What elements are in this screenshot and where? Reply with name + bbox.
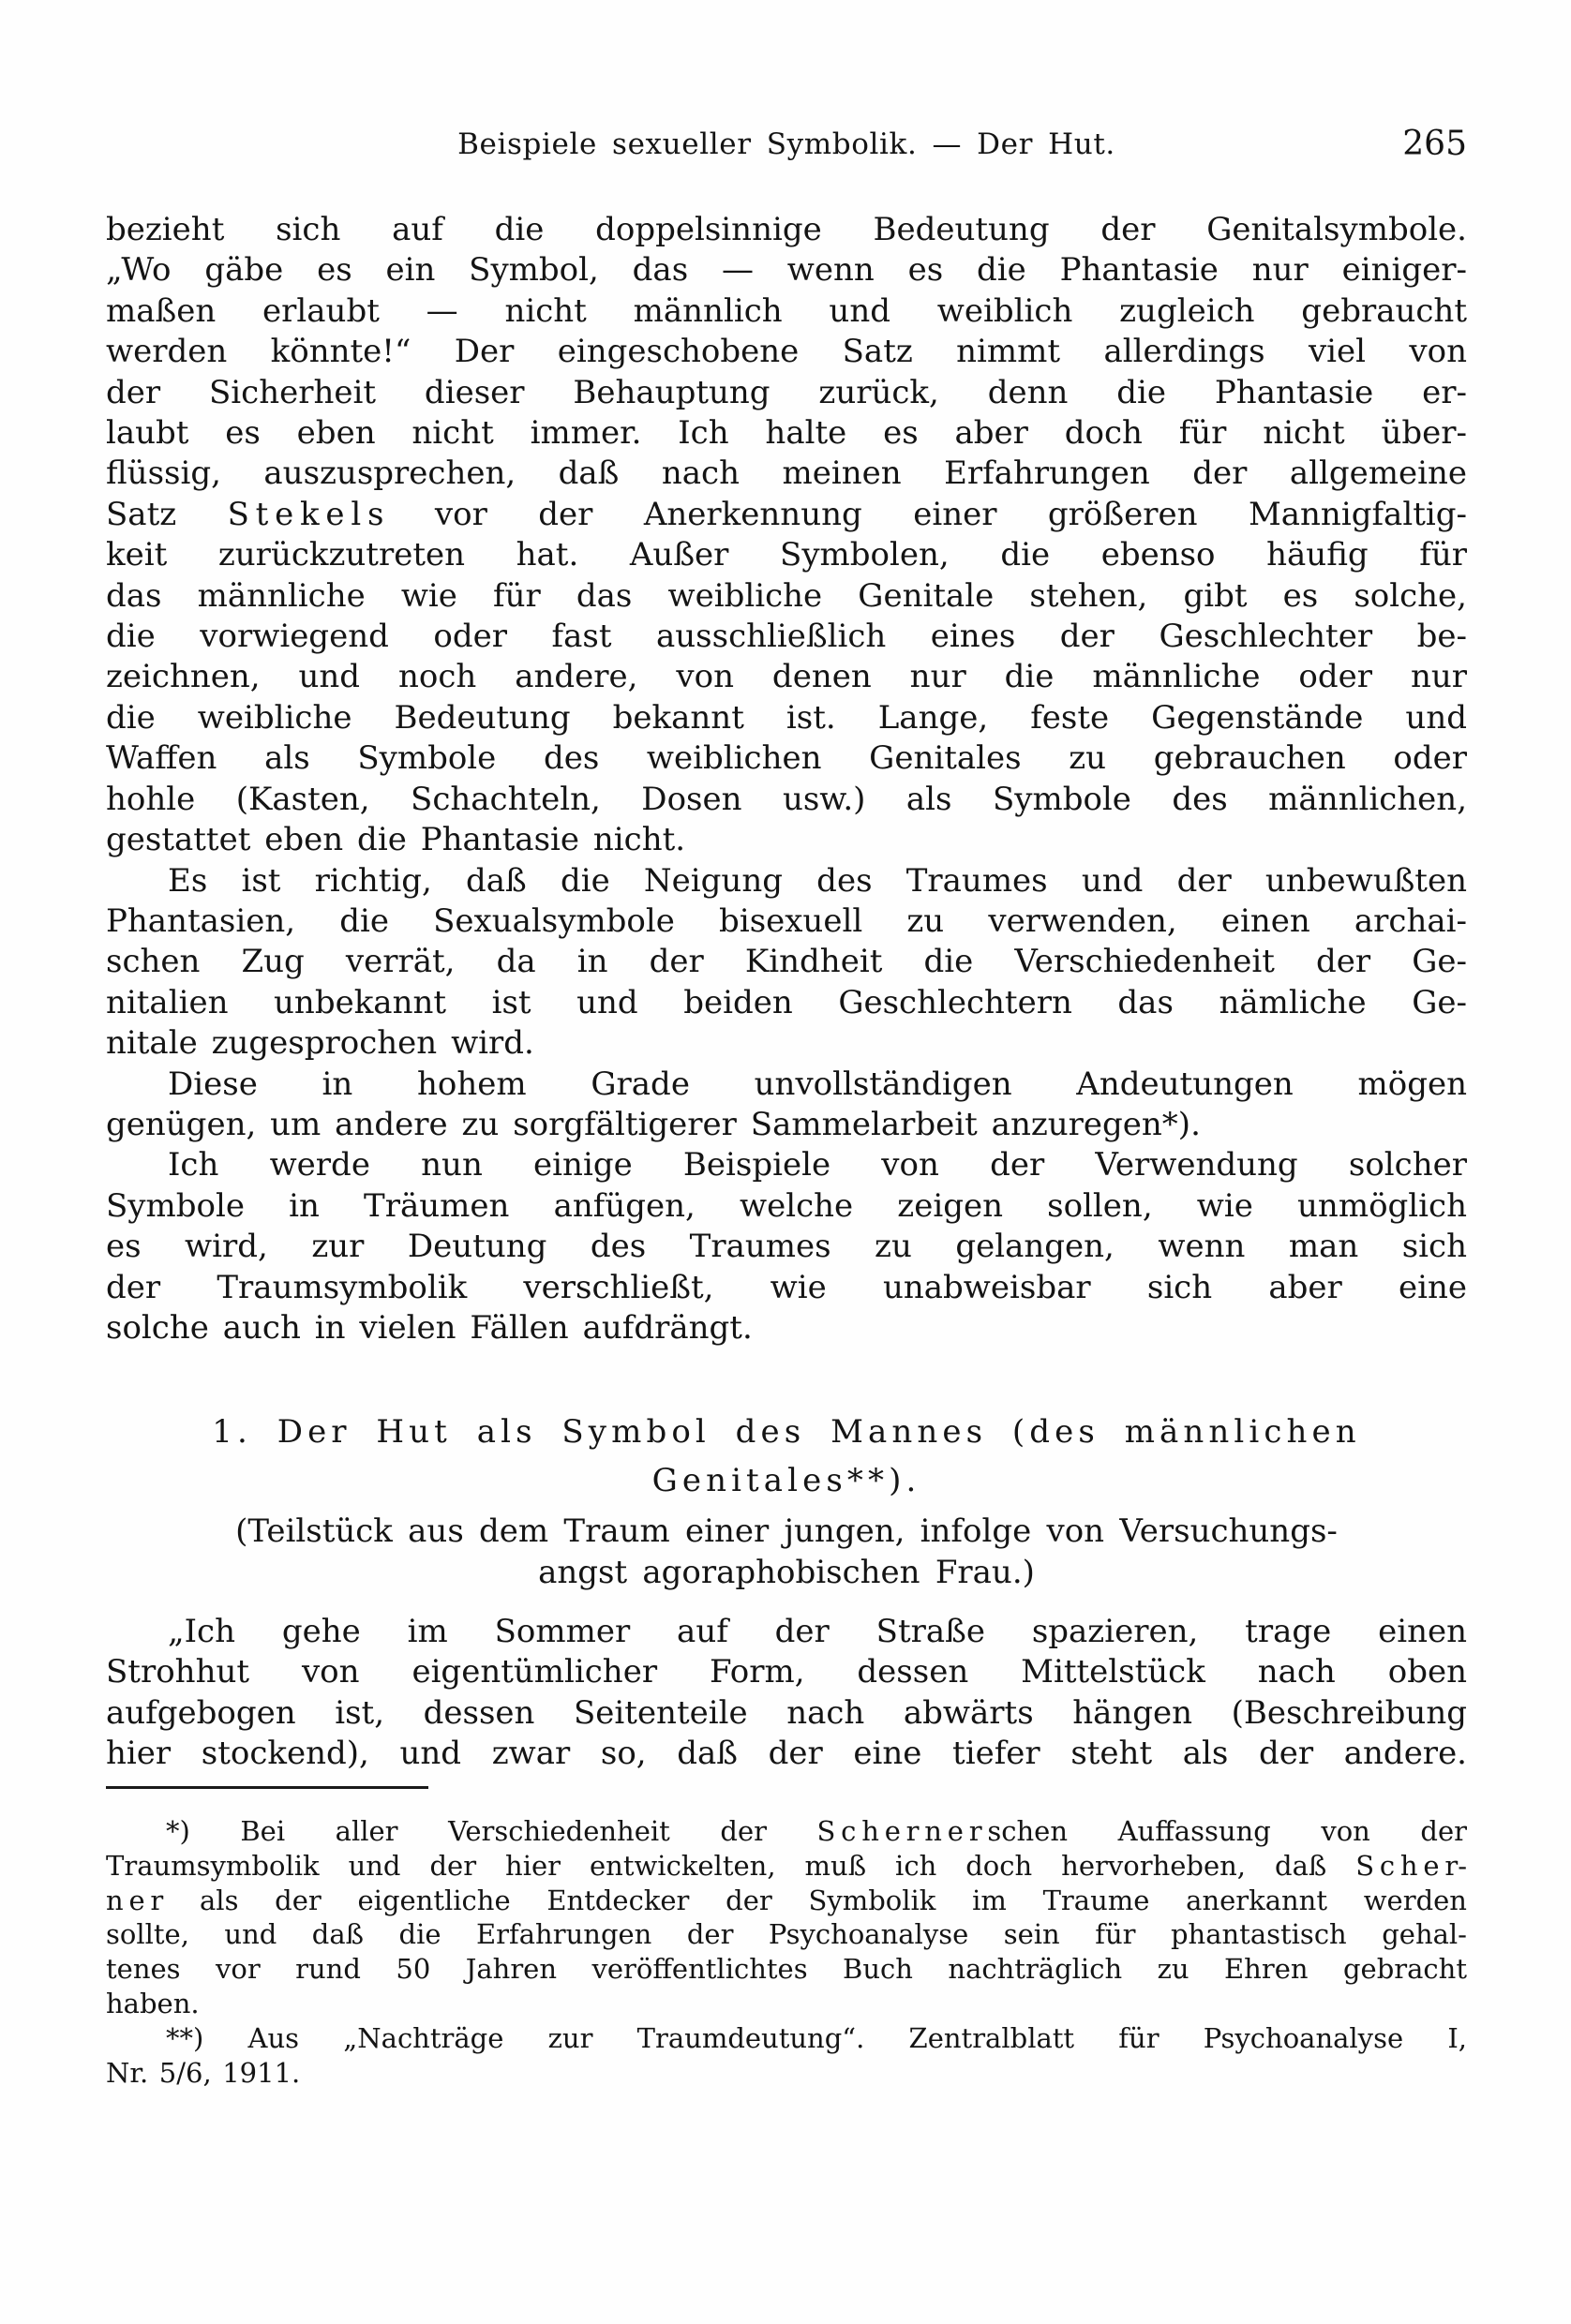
main-text	[106, 210, 1467, 1348]
text-line: **) Aus „Nachträge zur Traumdeutung“. Zentralblatt für Psychoanalyse I,	[166, 2021, 1467, 2054]
text-line: nitalien unbekannt ist und beiden Geschlechtern das nämliche Ge-	[106, 983, 1467, 1021]
text-line: solche auch in vielen Fällen aufdrängt.	[106, 1308, 753, 1347]
paragraph	[106, 861, 1467, 1065]
text-line: Phantasien, die Sexualsymbole bisexuell zu verwenden, einen archai-	[106, 901, 1467, 940]
text-line: Traumsymbolik und der hier entwickelten, muß ich doch hervorheben, daß S c h e r-	[106, 1849, 1467, 1882]
paragraph	[106, 1145, 1467, 1348]
paragraph-continuation	[106, 210, 1467, 861]
text-line: es wird, zur Deutung des Traumes zu gelangen, wenn man sich	[106, 1228, 1467, 1266]
text-line: hier stockend), und zwar so, daß der eine tiefer steht als der andere.	[106, 1735, 1467, 1773]
text-line: *) Bei aller Verschiedenheit der S c h e r n e r schen Auffassung von der	[166, 1815, 1467, 1847]
footnotes	[106, 1814, 1467, 2090]
text-line: Strohhut von eigentümlicher Form, dessen Mittelstück nach oben	[106, 1653, 1467, 1691]
text-line: tenes vor rund 50 Jahren veröffentlichtes Buch nachträglich zu Ehren gebracht	[106, 1953, 1467, 1986]
text-line: flüssig, auszusprechen, daß nach meinen Erfahrungen der allgemeine	[106, 454, 1467, 493]
text-line: „Wo gäbe es ein Symbol, das — wenn es die Phantasie nur einiger-	[106, 251, 1467, 290]
text-line: Nr. 5/6, 1911.	[106, 2056, 301, 2089]
text-line: Ich werde nun einige Beispiele von der Verwendung solcher	[168, 1146, 1467, 1184]
section-heading	[106, 1408, 1467, 1505]
section-subtitle	[106, 1511, 1467, 1593]
text-line: Genitales**).	[651, 1462, 921, 1499]
text-line: Es ist richtig, daß die Neigung des Traumes und der unbewußten	[168, 861, 1467, 900]
text-line: schen Zug verrät, da in der Kindheit die Verschiedenheit der Ge-	[106, 943, 1467, 981]
text-line: sollte, und daß die Erfahrungen der Psychoanalyse sein für phantastisch gehal-	[106, 1918, 1467, 1951]
text-line: der Traumsymbolik verschließt, wie unabweisbar sich aber eine	[106, 1268, 1467, 1306]
paragraph	[106, 1065, 1467, 1146]
text-line: n e r als der eigentliche Entdecker der Symbolik im Traume anerkannt werden	[106, 1884, 1467, 1916]
text-line: zeichnen, und noch andere, von denen nur die männliche oder nur	[106, 658, 1467, 696]
text-line: aufgebogen ist, dessen Seitenteile nach abwärts hängen (Beschreibung	[106, 1693, 1467, 1732]
text-line: haben.	[106, 1987, 200, 2019]
text-line: hohle (Kasten, Schachteln, Dosen usw.) als Symbole des männlichen,	[106, 780, 1467, 818]
text-line: das männliche wie für das weibliche Genitale stehen, gibt es solche,	[106, 576, 1467, 615]
text-line: angst agoraphobischen Frau.)	[538, 1554, 1035, 1591]
text-line: maßen erlaubt — nicht männlich und weiblich zugleich gebraucht	[106, 291, 1467, 330]
dream-paragraph	[106, 1612, 1467, 1775]
text-line: nitale zugesprochen wird.	[106, 1024, 534, 1063]
footnote-separator	[106, 1786, 428, 1789]
text-line: der Sicherheit dieser Behauptung zurück, denn die Phantasie er-	[106, 373, 1467, 411]
footnote-1	[106, 1814, 1467, 2021]
footnote-2	[106, 2021, 1467, 2091]
page-header	[106, 124, 1467, 165]
text-line: genügen, um andere zu sorgfältigerer Sammelarbeit anzuregen*).	[106, 1105, 1201, 1143]
text-line: keit zurückzutreten hat. Außer Symbolen, die ebenso häufig für	[106, 536, 1467, 574]
text-line: Waffen als Symbole des weiblichen Genitales zu gebrauchen oder	[106, 739, 1467, 778]
text-line: die vorwiegend oder fast ausschließlich eines der Geschlechter be-	[106, 618, 1467, 656]
text-line: bezieht sich auf die doppelsinnige Bedeutung der Genitalsymbole.	[106, 211, 1467, 248]
text-line: (Teilstück aus dem Traum einer jungen, infolge von Versuchungs-	[235, 1512, 1338, 1550]
text-line: die weibliche Bedeutung bekannt ist. Lange, feste Gegenstände und	[106, 698, 1467, 737]
page-number: 265	[1402, 125, 1467, 163]
text-line: „Ich gehe im Sommer auf der Straße spazieren, trage einen	[168, 1613, 1467, 1650]
text-line: Diese in hohem Grade unvollständigen Andeutungen mögen	[168, 1065, 1467, 1103]
text-line: 1. Der Hut als Symbol des Mannes (des männlichen	[212, 1413, 1361, 1451]
page-header-title: Beispiele sexueller Symbolik. — Der Hut.	[457, 127, 1115, 161]
text-line: Symbole in Träumen anfügen, welche zeigen sollen, wie unmöglich	[106, 1186, 1467, 1225]
text-line: gestattet eben die Phantasie nicht.	[106, 821, 686, 859]
text-line: Satz S t e k e l s vor der Anerkennung einer größeren Mannigfaltig-	[106, 495, 1467, 533]
text-line: werden könnte!“ Der eingeschobene Satz nimmt allerdings viel von	[106, 333, 1467, 371]
text-line: laubt es eben nicht immer. Ich halte es aber doch für nicht über-	[106, 414, 1467, 453]
